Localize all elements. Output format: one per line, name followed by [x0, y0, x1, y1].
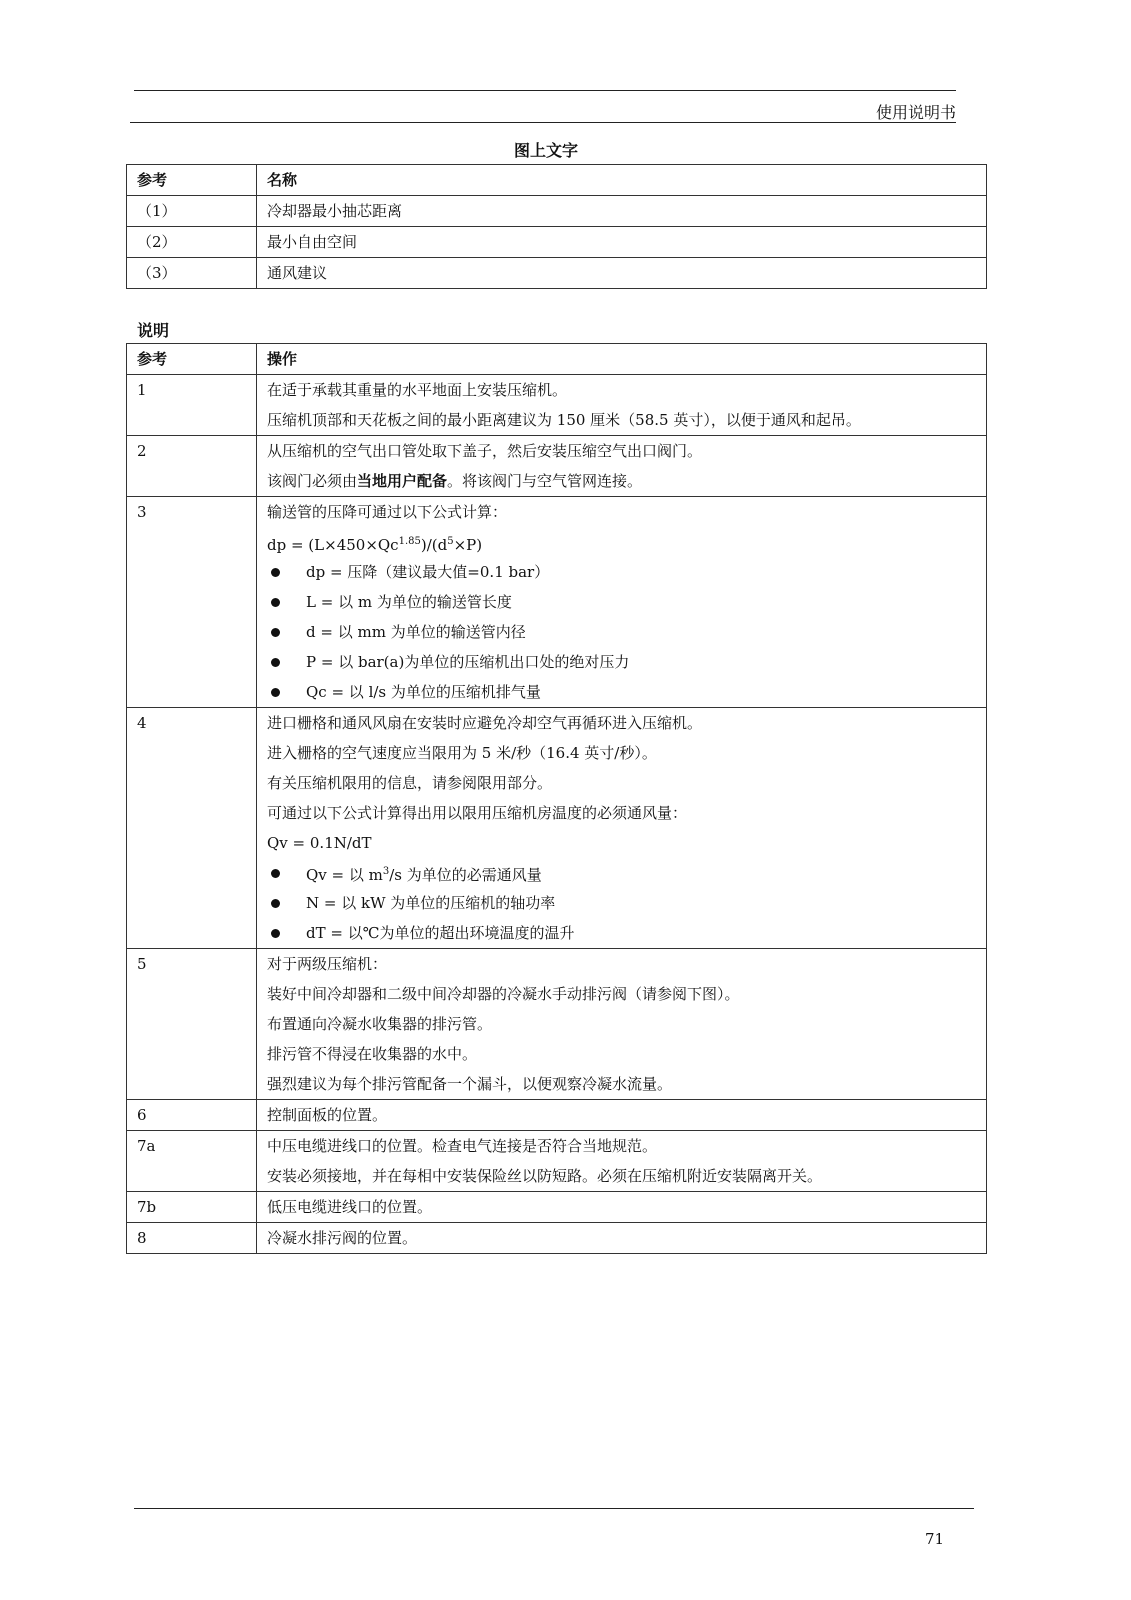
text-line: 从压缩机的空气出口管处取下盖子，然后安装压缩空气出口阀门。 [267, 442, 703, 460]
formula-part: )/(d [420, 536, 448, 554]
column-header-ref: 参考 [127, 344, 257, 375]
bullet-icon [271, 899, 280, 908]
operation-cell [257, 708, 987, 949]
unit-exponent: 3 [382, 865, 390, 877]
list-item-text [306, 857, 542, 890]
text-line: 布置通向冷凝水收集器的排污管。 [267, 1015, 493, 1033]
table-row [127, 1192, 987, 1223]
operation-cell [257, 375, 987, 436]
operation-cell [257, 1223, 987, 1254]
operation-cell [257, 1192, 987, 1223]
table-row [127, 227, 987, 258]
table-row [127, 1223, 987, 1254]
table-row [127, 949, 987, 1100]
formula-exponent: 5 [447, 536, 454, 547]
ref-cell: （1） [127, 196, 257, 227]
description-caption: 说明 [137, 321, 170, 340]
operation-cell [257, 949, 987, 1100]
table-row [127, 708, 987, 949]
figure-text-caption: 图上文字 [514, 141, 579, 160]
text-line: 对于两级压缩机： [267, 955, 388, 973]
list-item [267, 918, 976, 948]
text-line: 进口栅格和通风风扇在安装时应避免冷却空气再循环进入压缩机。 [267, 714, 703, 732]
text-segment: 。将该阀门与空气管网连接。 [447, 472, 643, 490]
text-line: 强烈建议为每个排污管配备一个漏斗，以便观察冷凝水流量。 [267, 1075, 673, 1093]
list-item [267, 858, 976, 888]
text-line: 在适于承载其重量的水平地面上安装压缩机。 [267, 381, 568, 399]
list-item-text: dp = 压降（建议最大值=0.1 bar） [306, 563, 550, 581]
table-row [127, 436, 987, 497]
column-header-name: 名称 [257, 165, 987, 196]
formula-exponent: 1.85 [398, 536, 421, 547]
text-segment: /s 为单位的必需通风量 [389, 865, 542, 884]
ref-cell: 4 [127, 708, 257, 949]
list-item-text: N = 以 kW 为单位的压缩机的轴功率 [306, 894, 556, 912]
ref-cell: 3 [127, 497, 257, 708]
name-cell: 通风建议 [257, 258, 987, 289]
footer-rule [134, 1508, 974, 1509]
text-line: 安装必须接地，并在每相中安装保险丝以防短路。必须在压缩机附近安装隔离开关。 [267, 1167, 823, 1185]
text-segment: Qv = 以 m [306, 865, 383, 884]
text-line: 控制面板的位置。 [267, 1106, 388, 1124]
text-line [267, 466, 976, 496]
text-line: 低压电缆进线口的位置。 [267, 1198, 433, 1216]
column-header-ref: 参考 [127, 165, 257, 196]
bold-text: 当地用户配备 [357, 472, 448, 490]
bullet-icon [271, 869, 280, 878]
text-line: 有关压缩机限用的信息，请参阅限用部分。 [267, 774, 553, 792]
formula-part: dp = (L×450×Qc [267, 536, 399, 554]
list-item-text: L = 以 m 为单位的输送管长度 [306, 593, 512, 611]
formula-part: ×P) [453, 536, 483, 554]
text-line: 压缩机顶部和天花板之间的最小距离建议为 150 厘米（58.5 英寸），以便于通风和起吊。 [267, 411, 861, 429]
list-item [267, 677, 976, 707]
table-row [127, 497, 987, 708]
table-row [127, 1100, 987, 1131]
list-item [267, 647, 976, 677]
ref-cell: （2） [127, 227, 257, 258]
figure-text-table [126, 164, 987, 289]
table-row [127, 258, 987, 289]
operation-cell [257, 436, 987, 497]
bullet-icon [271, 568, 280, 577]
ref-cell: 7b [127, 1192, 257, 1223]
name-cell: 最小自由空间 [257, 227, 987, 258]
list-item-text: d = 以 mm 为单位的输送管内径 [306, 623, 526, 641]
list-item-text: P = 以 bar(a)为单位的压缩机出口处的绝对压力 [306, 653, 630, 671]
bullet-icon [271, 929, 280, 938]
description-table [126, 343, 987, 1254]
operation-cell [257, 1100, 987, 1131]
bullet-icon [271, 658, 280, 667]
ref-cell: 7a [127, 1131, 257, 1192]
ref-cell: 2 [127, 436, 257, 497]
text-line: 排污管不得浸在收集器的水中。 [267, 1045, 478, 1063]
operation-cell [257, 1131, 987, 1192]
text-segment: 该阀门必须由 [267, 472, 358, 490]
ref-cell: 8 [127, 1223, 257, 1254]
text-line: 中压电缆进线口的位置。检查电气连接是否符合当地规范。 [267, 1137, 658, 1155]
name-cell: 冷却器最小抽芯距离 [257, 196, 987, 227]
text-line: 输送管的压降可通过以下公式计算： [267, 503, 508, 521]
ref-cell: 5 [127, 949, 257, 1100]
text-line: 可通过以下公式计算得出用以限用压缩机房温度的必须通风量： [267, 804, 688, 822]
header-bottom-rule [130, 122, 956, 123]
ref-cell: 6 [127, 1100, 257, 1131]
text-line: 进入栅格的空气速度应当限用为 5 米/秒（16.4 英寸/秒）。 [267, 744, 657, 762]
table-header-row [127, 344, 987, 375]
ref-cell: 1 [127, 375, 257, 436]
list-item [267, 617, 976, 647]
ventilation-formula: Qv = 0.1N/dT [267, 834, 372, 852]
text-line: 冷凝水排污阀的位置。 [267, 1229, 418, 1247]
bullet-icon [271, 688, 280, 697]
list-item-text: Qc = 以 l/s 为单位的压缩机排气量 [306, 683, 541, 701]
list-item [267, 587, 976, 617]
table-row [127, 196, 987, 227]
table-row [127, 1131, 987, 1192]
table-header-row [127, 165, 987, 196]
table-row [127, 375, 987, 436]
list-item-text: dT = 以℃为单位的超出环境温度的温升 [306, 924, 575, 942]
header-title: 使用说明书 [875, 103, 956, 122]
list-item [267, 888, 976, 918]
pressure-drop-formula [267, 527, 976, 557]
header-top-rule [134, 90, 956, 91]
operation-cell [257, 497, 987, 708]
text-line: 装好中间冷却器和二级中间冷却器的冷凝水手动排污阀（请参阅下图）。 [267, 985, 740, 1003]
ref-cell: （3） [127, 258, 257, 289]
list-item [267, 557, 976, 587]
bullet-icon [271, 598, 280, 607]
column-header-operation: 操作 [257, 344, 987, 375]
bullet-icon [271, 628, 280, 637]
page-number: 71 [925, 1530, 945, 1548]
